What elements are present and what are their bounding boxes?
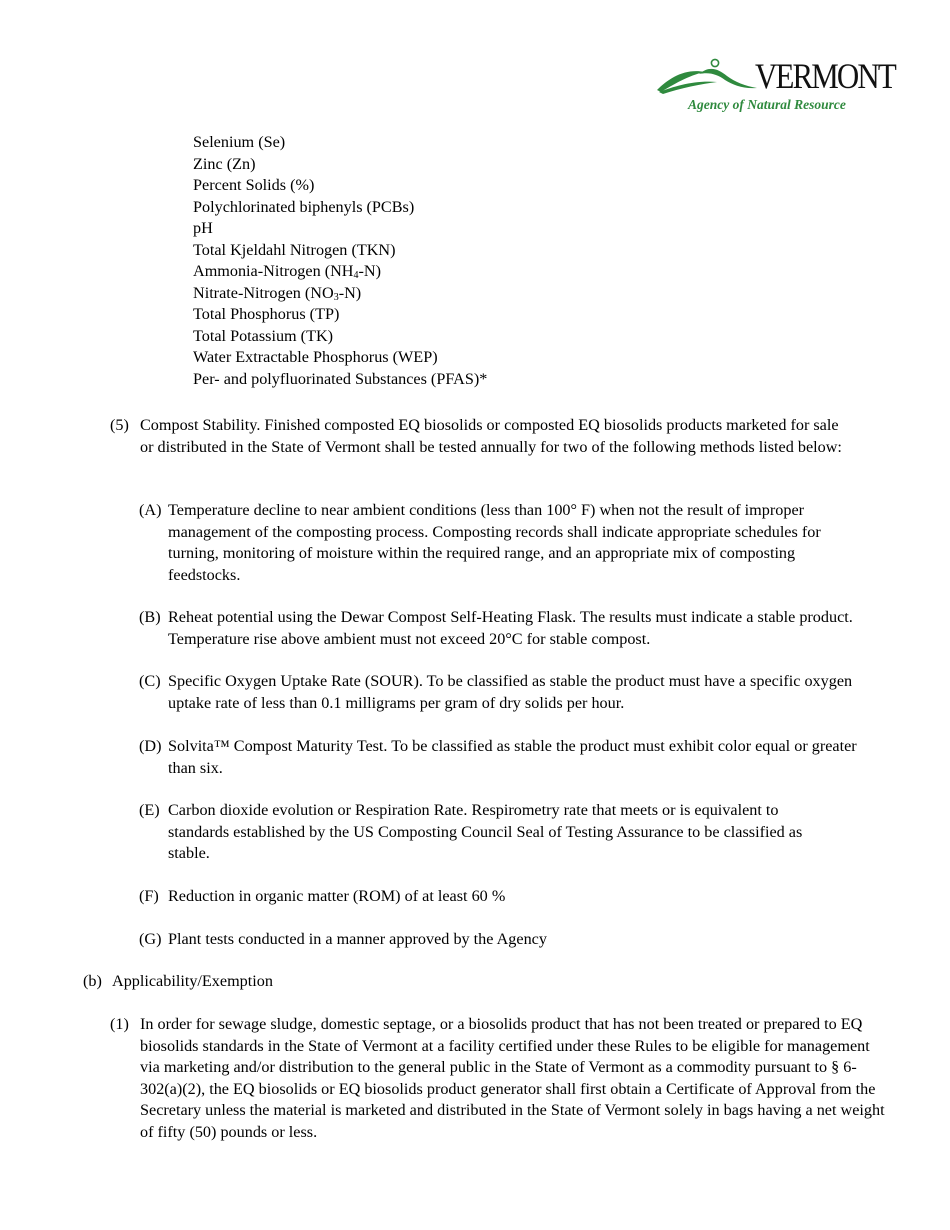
method-label: (F) [139, 887, 159, 905]
method-text: Solvita™ Compost Maturity Test. To be classified as stable the product must exhibit color equal or greater than six. [168, 737, 857, 777]
mountain-leaf-icon [655, 56, 760, 96]
paragraph-label: (5) [110, 416, 129, 434]
method-text: Plant tests conducted in a manner approved by the Agency [168, 930, 547, 948]
list-item: Percent Solids (%) [193, 176, 315, 194]
analyte-text: -N) [338, 283, 362, 302]
analyte-text: Ammonia-Nitrogen (NH [193, 262, 354, 280]
method-label: (A) [139, 501, 162, 519]
list-item [193, 261, 487, 283]
method-text: Reheat potential using the Dewar Compost Self-Heating Flask. The results must indicate a stable product. Temperature rise above ambient must not exceed 20°C for stable compost. [168, 608, 853, 648]
logo-wordmark: VERMONT [755, 56, 895, 96]
list-item: Per- and polyfluorinated Substances (PFAS)* [193, 369, 488, 388]
list-item [193, 283, 487, 305]
method-label: (B) [139, 608, 161, 626]
paragraph-text: In order for sewage sludge, domestic septage, or a biosolids product that has not been treated or prepared to EQ biosolids standards in the State of Vermont at a facility certified under these Rules to be eligible for management via marketing and/or distribution to the general public in the State of Vermont as a commodity pursuant to § 6-302(a)(2), the EQ biosolids or EQ biosolids product generator shall first obtain a Certificate of Approval from the Secretary unless the material is marketed and distributed in the State of Vermont solely in bags having a net weight of fifty (50) pounds or less. [140, 1015, 885, 1141]
method-text: Temperature decline to near ambient conditions (less than 100° F) when not the result of improper management of the composting process. Composting records shall indicate appropriate schedules for turning, monitoring of moisture within the required range, and an appropriate mix of composting feedstocks. [168, 501, 821, 584]
subscript: 3 [333, 291, 339, 303]
method-text: Specific Oxygen Uptake Rate (SOUR). To be classified as stable the product must have a specific oxygen uptake rate of less than 0.1 milligrams per gram of dry solids per hour. [168, 672, 853, 712]
list-item: Selenium (Se) [193, 133, 286, 151]
method-label: (C) [139, 672, 161, 690]
analyte-text: -N) [358, 262, 381, 280]
paragraph-label: (1) [110, 1015, 129, 1033]
list-item: pH [193, 219, 213, 237]
vermont-anr-logo [655, 54, 900, 116]
logo-agency-text: Agency of Natural Resource [688, 97, 846, 112]
paragraph-text: Compost Stability. Finished composted EQ biosolids or composted EQ biosolids products marketed for sale or distributed in the State of Vermont shall be tested annually for two of the following methods listed below: [140, 416, 842, 456]
method-label: (G) [139, 930, 162, 948]
analyte-text: Nitrate-Nitrogen (NO [193, 283, 334, 302]
section-heading: Applicability/Exemption [112, 972, 273, 990]
analyte-list [193, 132, 487, 390]
method-label: (D) [139, 737, 162, 755]
list-item: Polychlorinated biphenyls (PCBs) [193, 197, 415, 216]
list-item: Zinc (Zn) [193, 154, 256, 173]
method-text: Reduction in organic matter (ROM) of at least 60 % [168, 887, 506, 905]
list-item: Total Phosphorus (TP) [193, 305, 340, 323]
section-label: (b) [83, 972, 102, 990]
method-label: (E) [139, 801, 160, 819]
list-item: Total Kjeldahl Nitrogen (TKN) [193, 240, 396, 259]
subscript: 4 [353, 270, 359, 281]
method-text: Carbon dioxide evolution or Respiration Rate. Respirometry rate that meets or is equivalent to standards established by the US Composting Council Seal of Testing Assurance to be classified as stable. [168, 801, 803, 862]
list-item: Water Extractable Phosphorus (WEP) [193, 348, 438, 366]
list-item: Total Potassium (TK) [193, 326, 334, 345]
